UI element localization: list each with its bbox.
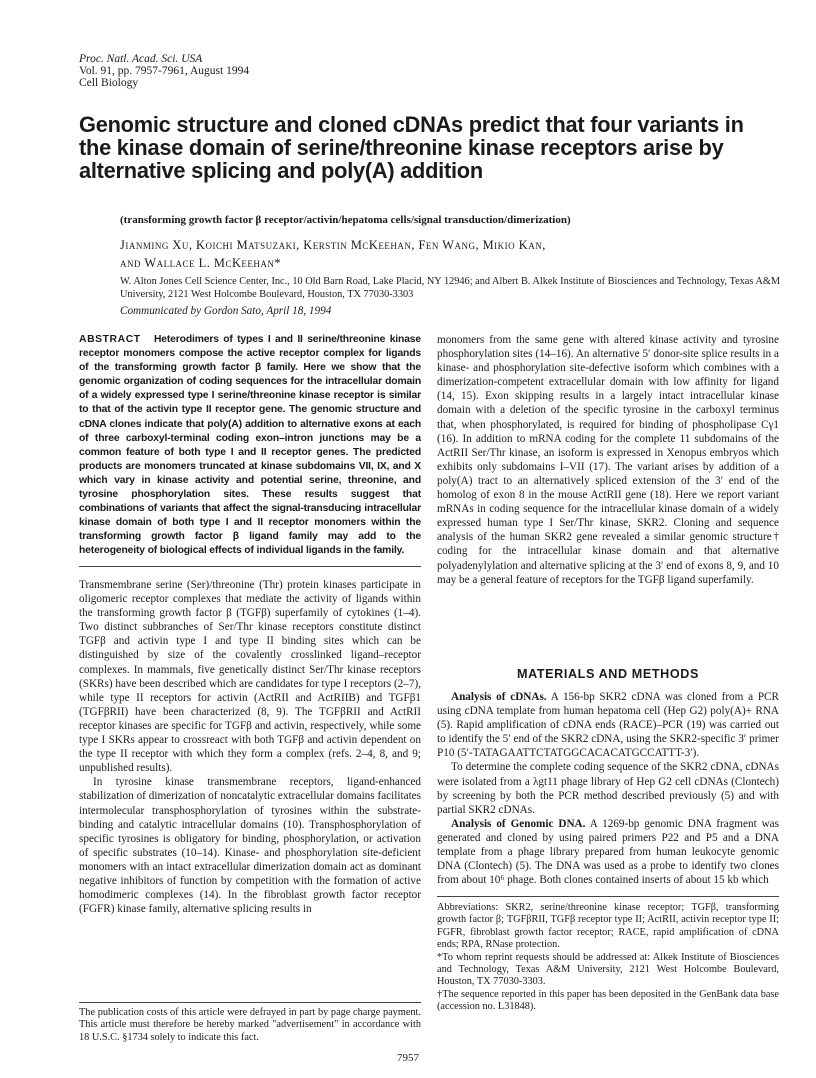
page-number: 7957 (397, 1052, 419, 1064)
footnote-genbank: †The sequence reported in this paper has been deposited in the GenBank data base (accession no. L31848). (437, 988, 779, 1013)
intro-left-column (79, 578, 421, 916)
footnote-reprint: *To whom reprint requests should be addressed at: Alkek Institute of Biosciences and Technology, Texas A&M University, 2121 West Holcombe Boulevard, Houston, TX 77030-3303. (437, 951, 779, 988)
intro-right-column (437, 333, 779, 587)
methods-genomic-paragraph (437, 817, 779, 887)
journal-header (79, 53, 249, 89)
footnotes (437, 902, 779, 1014)
journal-volume: Vol. 91, pp. 7957-7961, August 1994 (79, 65, 250, 77)
intro-paragraph-1: Transmembrane serine (Ser)/threonine (Thr) protein kinases participate in oligomeric receptor complexes that mediate the activity of ligands within the transforming growth factor β (TGFβ) superfamily of cytokines (1–4). Two distinct subbranches of Ser/Thr kinase receptors constitute distinct TGFβ and activin type I and type II binding sites which can be distinguished by size of the covalently crosslinked ligand–receptor complexes. In mammals, five genetically distinct Ser/Thr kinase receptors (SKRs) have been described which are candidates for type I receptors (2–7), while type II receptors for activin (ActRII and ActRIIB) and TGFβ1 (TGFβRII) have been characterized (8, 9). The TGFβRII and ActRII receptor kinases are specific for TGFβ and activin, respectively, while some type I SKRs appear to crossreact with both TGFβ and activin dependent on the type II receptor with which they form a complex (refs. 2–4, 8, and 9; unpublished results). (79, 579, 421, 775)
author-list (120, 236, 760, 272)
intro-paragraph-2: In tyrosine kinase transmembrane receptors, ligand-enhanced stabilization of dimerization of noncatalytic extracellular domains facilitates intermolecular transphosphorylation of tyrosines within the substrate-binding and catalytic intracellular domains (10). Transphosphorylation of specific tyrosines is obligatory for binding, phosphorylation, or activation of specific substrates (10–14). Kinase- and phosphorylation site-deficient monomers with an intact extracellular dimerization domain act as dominant negative inhibitors of function by competition with the formation of active homodimeric complexes (14). In the fibroblast growth factor receptor (FGFR) kinase family, alternative splicing results in (79, 776, 421, 916)
abstract-text: Heterodimers of types I and II serine/threonine kinase receptor monomers compose the active receptor complex for ligands of the transforming growth factor β family. Here we show that the genomic organization of coding sequences for the intracellular domain of a widely expressed type I serine/threonine kinase receptor is similar to that of the activin type II receptor gene. The genomic structure and cDNA clones indicate that poly(A) addition to alternative exons at each of three carboxyl-terminal coding exon–intron junctions may be a common feature of both type I and II receptor genes. The predicted products are monomers truncated at kinase subdomains VII, IX, and X which vary in kinase activity and potential serine, threonine, and tyrosine phosphorylation sites. These results suggest that combinations of variants that affect the signal-transducing intracellular kinase domain of both type I and II receptor monomers within the transforming growth factor β ligand family may add to the heterogeneity of biological effects of individual ligands in the family. (79, 334, 422, 557)
footnote-divider (437, 896, 779, 897)
journal-section: Cell Biology (79, 77, 139, 89)
publication-note-divider (79, 1002, 421, 1003)
methods-cdna-paragraph-2: To determine the complete coding sequence of the SKR2 cDNA, cDNAs were isolated from a λgt11 phage library of Hep G2 cell cDNAs (Clontech) by screening by both the PCR method described previously (5) and with partial SKR2 cDNAs. (437, 761, 779, 816)
intro-paragraph-3: monomers from the same gene with altered kinase activity and tyrosine phosphorylation sites (14–16). An alternative 5′ donor-site splice results in a kinase- and phosphorylation site-defective isoform which combines with a dimerization-competent extracellular domain with low affinity for ligand (14, 15). Exon skipping results in a largely intact intracellular kinase domain with a deletion of the specific tyrosine in the carboxyl terminus that, when phosphorylated, is required for binding of phospholipase Cγ1 (16). In addition to mRNA coding for the complete 11 subdomains of the ActRII Ser/Thr kinase, an isoform is expressed in Xenopus embryos which exhibits only subdomains I–VII (17). The variant arises by addition of a poly(A) tract to an alternatively spliced extension of the 3′ end of the homolog of exon 8 in the mouse ActRII gene (18). Here we report variant mRNAs in coding sequence for the intracellular kinase domain of a widely expressed human type I Ser/Thr kinase, SKR2. Cloning and sequence analysis of the human SKR2 gene revealed a similar genomic structure† coding for the intracellular kinase domain and that alternative polyadenylylation and alternative splicing at the 3′ end of exons 8, 9, and 10 may be a general feature of receptors for the TGFβ ligand superfamily. (437, 334, 779, 586)
genomic-text: A 1269-bp genomic DNA fragment was generated and cloned by using paired primers P22 and P5 and a DNA template from a phage library prepared from human leukocyte genomic DNA (Clontech) (5). The DNA was used as a probe to identify two clones from about 10⁶ phage. Both clones contained inserts of about 15 kb which (437, 817, 779, 887)
journal-name: Proc. Natl. Acad. Sci. USA (79, 53, 203, 65)
authors-line-1: Jianming Xu, Koichi Matsuzaki, Kerstin McKeehan, Fen Wang, Mikio Kan, (120, 238, 546, 252)
genomic-runin-heading: Analysis of Genomic DNA. (451, 817, 586, 830)
affiliation: W. Alton Jones Cell Science Center, Inc., 10 Old Barn Road, Lake Placid, NY 12946; and Albert B. Alkek Institute of Biosciences and Technology, Texas A&M University, 2121 West Holcombe Boulevard, Houston, TX 77030-3303 (120, 276, 780, 300)
methods-heading: MATERIALS AND METHODS (517, 667, 699, 681)
publication-cost-note: The publication costs of this article were defrayed in part by page charge payment. This article must therefore be hereby marked "advertisement" in accordance with 18 U.S.C. §1734 solely to indicate this fact. (79, 1007, 421, 1043)
communicated-by: Communicated by Gordon Sato, April 18, 1994 (120, 305, 332, 317)
authors-line-2: and Wallace L. McKeehan* (120, 256, 282, 270)
abstract-divider (79, 566, 421, 567)
abstract-heading: ABSTRACT (79, 334, 141, 345)
cdna-runin-heading: Analysis of cDNAs. (451, 691, 547, 703)
abstract (79, 333, 421, 559)
methods-body (437, 690, 779, 887)
methods-cdna-paragraph (437, 690, 779, 760)
footnote-abbreviations: Abbreviations: SKR2, serine/threonine kinase receptor; TGFβ, transforming growth factor β; TGFβRII, TGFβ receptor type II; ActRII, activin receptor type II; FGFR, fibroblast growth factor receptor; RACE, rapid amplification of cDNA ends; RPA, RNase protection. (437, 902, 779, 951)
keywords: (transforming growth factor β receptor/activin/hepatoma cells/signal transduction/dimerization) (120, 214, 571, 226)
article-title: Genomic structure and cloned cDNAs predict that four variants in the kinase domain of serine/threonine kinase receptors arise by alternative splicing and poly(A) addition (79, 112, 744, 183)
cdna-text: A 156-bp SKR2 cDNA was cloned from a PCR using cDNA template from human hepatoma cell (Hep G2) poly(A)+ RNA (5). Rapid amplification of cDNA ends (RACE)–PCR (19) was carried out to identify the 5′ end of the SKR2 cDNA, using the SKR2-specific 3′ primer P10 (5′-TATAGAATTCTATGGCACACATGCCATTT-3′). (437, 691, 779, 760)
